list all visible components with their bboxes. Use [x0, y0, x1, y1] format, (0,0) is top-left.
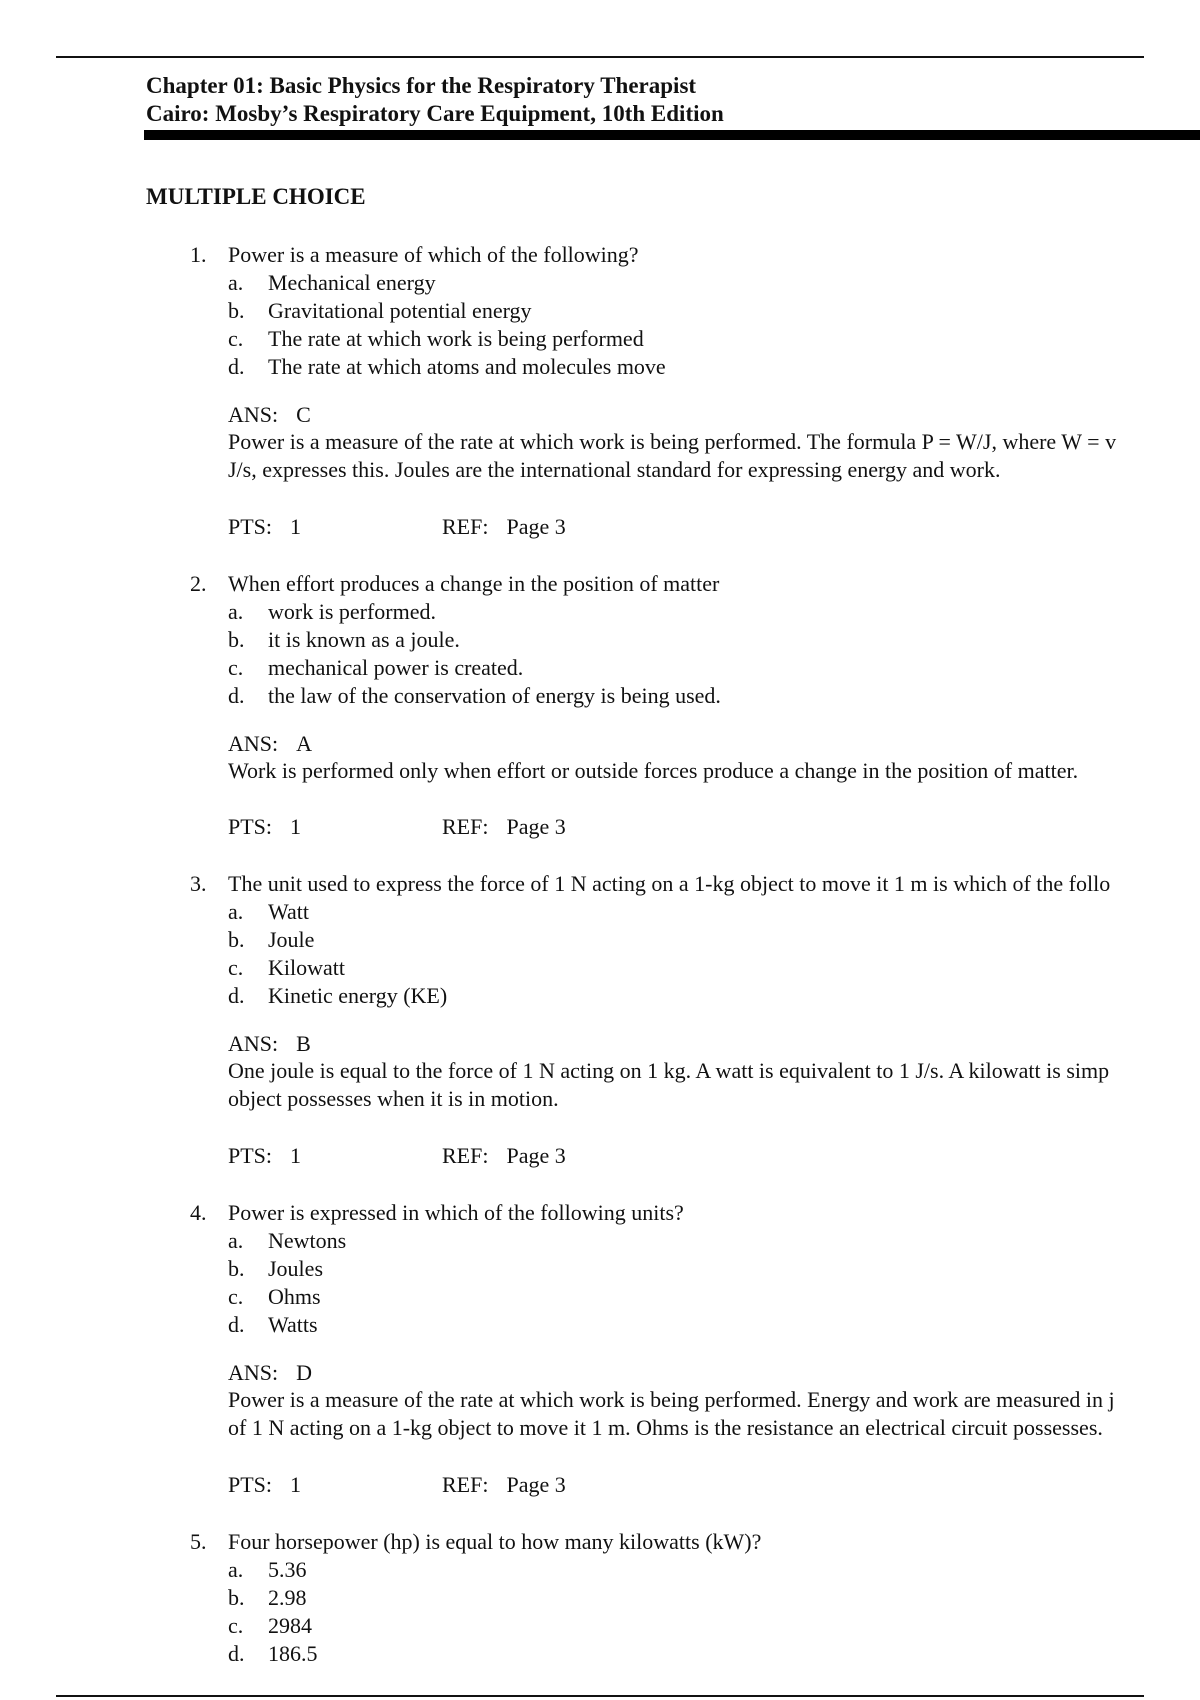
option-text: 5.36 [268, 1557, 307, 1582]
option-letter: d. [228, 1641, 245, 1666]
rationale [228, 428, 1116, 484]
answer-value: B [296, 1031, 311, 1056]
points-label: PTS: [228, 814, 273, 839]
option-text: the law of the conservation of energy is being used. [268, 683, 721, 708]
option-text: Kilowatt [268, 955, 345, 980]
top-rule [56, 56, 1144, 58]
rationale-line: Work is performed only when effort or outside forces produce a change in the position of matter. [228, 758, 1079, 783]
option-letter: a. [228, 1557, 244, 1582]
points-value: 1 [290, 1143, 302, 1168]
reference-value: Page 3 [506, 514, 566, 539]
rationale-line: object possesses when it is in motion. [228, 1086, 559, 1111]
option-text: 2984 [268, 1613, 312, 1638]
option-letter: c. [228, 1613, 244, 1638]
option-letter: b. [228, 1256, 245, 1281]
points-label: PTS: [228, 1143, 273, 1168]
option-c [228, 955, 345, 981]
points-line [228, 1472, 301, 1498]
reference-label: REF: [442, 514, 489, 539]
question-stem: Power is a measure of which of the following? [228, 242, 639, 267]
option-b [228, 1585, 307, 1611]
option-text: Joule [268, 927, 315, 952]
option-a [228, 1557, 307, 1583]
header-bar [144, 130, 1200, 140]
question-number: 1. [190, 242, 207, 267]
option-text: The rate at which work is being performed [268, 326, 644, 351]
option-b [228, 627, 460, 653]
option-letter: d. [228, 683, 245, 708]
answer-value: D [296, 1360, 313, 1385]
points-label: PTS: [228, 514, 273, 539]
answer-line [228, 731, 312, 757]
option-letter: b. [228, 627, 245, 652]
option-b [228, 298, 532, 324]
option-d [228, 983, 447, 1009]
option-letter: c. [228, 326, 244, 351]
option-letter: a. [228, 599, 244, 624]
option-letter: d. [228, 354, 245, 379]
option-letter: c. [228, 1284, 244, 1309]
option-letter: a. [228, 1228, 244, 1253]
option-text: The rate at which atoms and molecules move [268, 354, 666, 379]
answer-value: C [296, 402, 311, 427]
option-letter: d. [228, 1312, 245, 1337]
option-text: Ohms [268, 1284, 321, 1309]
option-text: mechanical power is created. [268, 655, 524, 680]
option-letter: a. [228, 270, 244, 295]
answer-label: ANS: [228, 1031, 279, 1056]
reference-line [442, 514, 566, 540]
question-number: 4. [190, 1200, 207, 1225]
chapter-title: Chapter 01: Basic Physics for the Respiratory Therapist [146, 73, 697, 98]
option-d [228, 354, 666, 380]
answer-label: ANS: [228, 731, 279, 756]
reference-label: REF: [442, 1472, 489, 1497]
option-d [228, 683, 721, 709]
rationale-line: Power is a measure of the rate at which work is being performed. Energy and work are measured in j [228, 1387, 1115, 1412]
reference-label: REF: [442, 814, 489, 839]
option-text: Joules [268, 1256, 323, 1281]
option-d [228, 1641, 318, 1667]
option-text: Watts [268, 1312, 318, 1337]
question-number: 2. [190, 571, 207, 596]
question-number: 5. [190, 1529, 207, 1554]
question-number: 3. [190, 871, 207, 896]
option-a [228, 599, 436, 625]
option-letter: b. [228, 298, 245, 323]
points-value: 1 [290, 814, 302, 839]
option-c [228, 655, 523, 681]
option-b [228, 927, 314, 953]
option-letter: c. [228, 955, 244, 980]
answer-line [228, 1360, 312, 1386]
reference-value: Page 3 [506, 814, 566, 839]
points-value: 1 [290, 1472, 302, 1497]
book-title: Cairo: Mosby’s Respiratory Care Equipment, 10th Edition [146, 101, 724, 126]
reference-value: Page 3 [506, 1472, 566, 1497]
answer-line [228, 402, 311, 428]
question-stem: The unit used to express the force of 1 N acting on a 1-kg object to move it 1 m is which of the follo [228, 871, 1111, 896]
option-c [228, 326, 644, 352]
option-d [228, 1312, 318, 1338]
option-a [228, 270, 436, 296]
reference-label: REF: [442, 1143, 489, 1168]
rationale [228, 757, 1078, 785]
question-stem: Four horsepower (hp) is equal to how many kilowatts (kW)? [228, 1529, 762, 1554]
points-label: PTS: [228, 1472, 273, 1497]
points-line [228, 1143, 301, 1169]
question-stem: Power is expressed in which of the following units? [228, 1200, 684, 1225]
option-b [228, 1256, 323, 1282]
points-line [228, 514, 301, 540]
document-header [146, 72, 724, 128]
rationale-line: Power is a measure of the rate at which work is being performed. The formula P = W/J, where W = v [228, 429, 1117, 454]
rationale-line: of 1 N acting on a 1-kg object to move it 1 m. Ohms is the resistance an electrical circuit possesses. [228, 1415, 1103, 1440]
option-a [228, 1228, 346, 1254]
reference-value: Page 3 [506, 1143, 566, 1168]
option-letter: b. [228, 1585, 245, 1610]
rationale [228, 1057, 1109, 1113]
option-text: work is performed. [268, 599, 437, 624]
option-letter: c. [228, 655, 244, 680]
option-text: Watt [268, 899, 309, 924]
answer-label: ANS: [228, 402, 279, 427]
option-letter: a. [228, 899, 244, 924]
option-a [228, 899, 309, 925]
answer-value: A [296, 731, 313, 756]
points-line [228, 814, 301, 840]
option-text: it is known as a joule. [268, 627, 460, 652]
option-text: Kinetic energy (KE) [268, 983, 448, 1008]
answer-label: ANS: [228, 1360, 279, 1385]
points-value: 1 [290, 514, 302, 539]
question-stem: When effort produces a change in the position of matter [228, 571, 720, 596]
option-c [228, 1613, 312, 1639]
reference-line [442, 1143, 566, 1169]
reference-line [442, 1472, 566, 1498]
rationale-line: One joule is equal to the force of 1 N acting on 1 kg. A watt is equivalent to 1 J/s. A kilowatt is simp [228, 1058, 1110, 1083]
section-title: MULTIPLE CHOICE [146, 184, 366, 209]
option-text: 2.98 [268, 1585, 307, 1610]
option-text: Newtons [268, 1228, 347, 1253]
reference-line [442, 814, 566, 840]
rationale [228, 1386, 1115, 1442]
option-letter: b. [228, 927, 245, 952]
bottom-rule [56, 1695, 1144, 1697]
option-text: Gravitational potential energy [268, 298, 532, 323]
option-text: Mechanical energy [268, 270, 436, 295]
option-c [228, 1284, 321, 1310]
option-text: 186.5 [268, 1641, 318, 1666]
answer-line [228, 1031, 311, 1057]
option-letter: d. [228, 983, 245, 1008]
rationale-line: J/s, expresses this. Joules are the international standard for expressing energy and work. [228, 457, 1001, 482]
